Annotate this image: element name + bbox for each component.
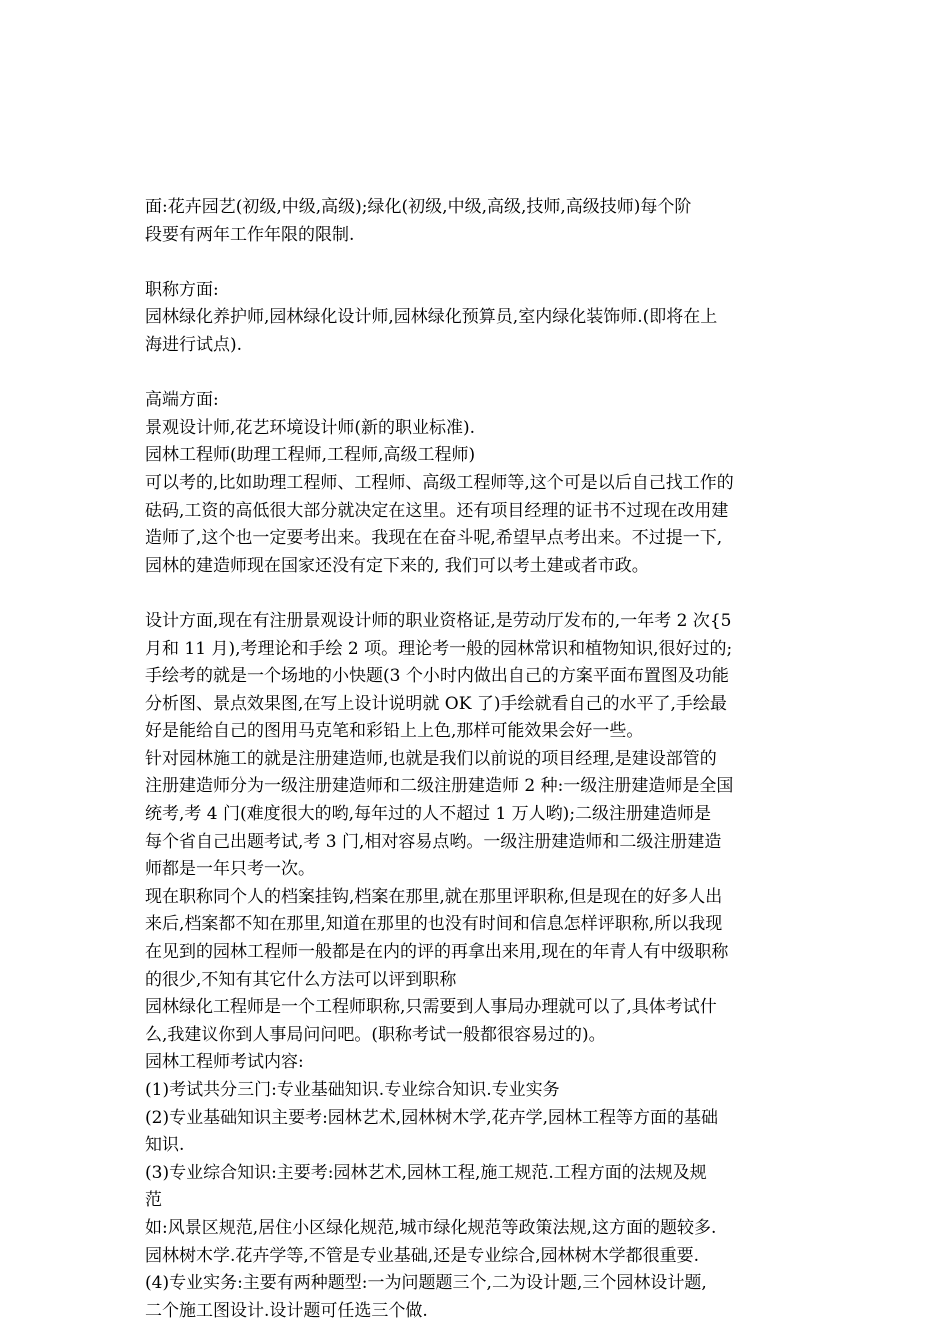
text-line: 段要有两年工作年限的限制. xyxy=(145,224,355,245)
paragraph-gap xyxy=(145,580,810,608)
text-line: 园林树木学.花卉学等,不管是专业基础,还是专业综合,园林树木学都很重要. xyxy=(145,1245,700,1266)
text-line: 可以考的,比如助理工程师、工程师、高级工程师等,这个可是以后自己找工作的 xyxy=(145,472,734,493)
document-body xyxy=(145,194,810,1325)
text-line: 手绘考的就是一个场地的小快题(3 个小时内做出自己的方案平面布置图及功能 xyxy=(145,666,729,687)
paragraph-gap xyxy=(145,249,810,277)
text-line: 园林绿化工程师是一个工程师职称,只需要到人事局办理就可以了,具体考试什 xyxy=(145,997,717,1018)
text-line: (4)专业实务:主要有两种题型:一为问题题三个,二为设计题,三个园林设计题, xyxy=(145,1273,707,1294)
text-line: 园林绿化养护师,园林绿化设计师,园林绿化预算员,室内绿化装饰师.(即将在上 xyxy=(145,307,718,328)
text-line: (2)专业基础知识主要考:园林艺术,园林树木学,花卉学,园林工程等方面的基础 xyxy=(145,1107,719,1128)
text-line: 好是能给自己的图用马克笔和彩铅上上色,那样可能效果会好一些。 xyxy=(145,721,644,742)
text-line: 的很少,不知有其它什么方法可以评到职称 xyxy=(145,969,457,990)
text-line: 如:风景区规范,居住小区绿化规范,城市绿化规范等政策法规,这方面的题较多. xyxy=(145,1217,717,1238)
text-line: (3)专业综合知识:主要考:园林艺术,园林工程,施工规范.工程方面的法规及规 xyxy=(145,1162,707,1183)
text-line: 每个省自己出题考试,考 3 门,相对容易点哟。一级注册建造师和二级注册建造 xyxy=(145,831,722,852)
text-line: 分析图、景点效果图,在写上设计说明就 OK 了)手绘就看自己的水平了,手绘最 xyxy=(145,693,727,714)
text-line: 造师了,这个也一定要考出来。我现在在奋斗呢,希望早点考出来。不过提一下, xyxy=(145,528,723,549)
text-line: 海进行试点). xyxy=(145,334,243,355)
text-line: 知识. xyxy=(145,1135,185,1156)
text-line: 二个施工图设计.设计题可任选三个做. xyxy=(145,1300,428,1321)
text-line: 设计方面,现在有注册景观设计师的职业资格证,是劳动厅发布的,一年考 2 次{5 xyxy=(145,610,732,631)
text-line: 园林工程师考试内容: xyxy=(145,1052,304,1073)
text-line: (1)考试共分三门:专业基础知识.专业综合知识.专业实务 xyxy=(145,1080,560,1100)
text-line: 现在职称同个人的档案挂钩,档案在那里,就在那里评职称,但是现在的好多人出 xyxy=(145,886,723,907)
paragraph-gap xyxy=(145,360,810,388)
text-line: 在见到的园林工程师一般都是在内的评的再拿出来用,现在的年青人有中级职称 xyxy=(145,942,729,963)
text-line: 注册建造师分为一级注册建造师和二级注册建造师 2 种:一级注册建造师是全国 xyxy=(145,776,734,797)
text-line: 园林工程师(助理工程师,工程师,高级工程师) xyxy=(145,445,476,466)
text-line: 统考,考 4 门(难度很大的哟,每年过的人不超过 1 万人哟);二级注册建造师是 xyxy=(145,804,712,825)
text-line: 职称方面: xyxy=(145,279,219,300)
text-line: 月和 11 月),考理论和手绘 2 项。理论考一般的园林常识和植物知识,很好过的; xyxy=(145,638,733,659)
text-line: 范 xyxy=(145,1190,162,1211)
text-line: 来后,档案都不知在那里,知道在那里的也没有时间和信息怎样评职称,所以我现 xyxy=(145,914,723,935)
text-line: 景观设计师,花艺环境设计师(新的职业标准). xyxy=(145,417,476,438)
text-line: 针对园林施工的就是注册建造师,也就是我们以前说的项目经理,是建设部管的 xyxy=(145,748,717,769)
text-line: 高端方面: xyxy=(145,390,219,411)
text-line: 园林的建造师现在国家还没有定下来的, 我们可以考土建或者市政。 xyxy=(145,555,649,576)
text-line: 砝码,工资的高低很大部分就决定在这里。还有项目经理的证书不过现在改用建 xyxy=(145,500,729,521)
text-line: 么,我建议你到人事局问问吧。(职称考试一般都很容易过的)。 xyxy=(145,1024,606,1045)
text-line: 师都是一年只考一次。 xyxy=(145,859,315,880)
text-line: 面:花卉园艺(初级,中级,高级);绿化(初级,中级,高级,技师,高级技师)每个阶 xyxy=(145,197,692,217)
